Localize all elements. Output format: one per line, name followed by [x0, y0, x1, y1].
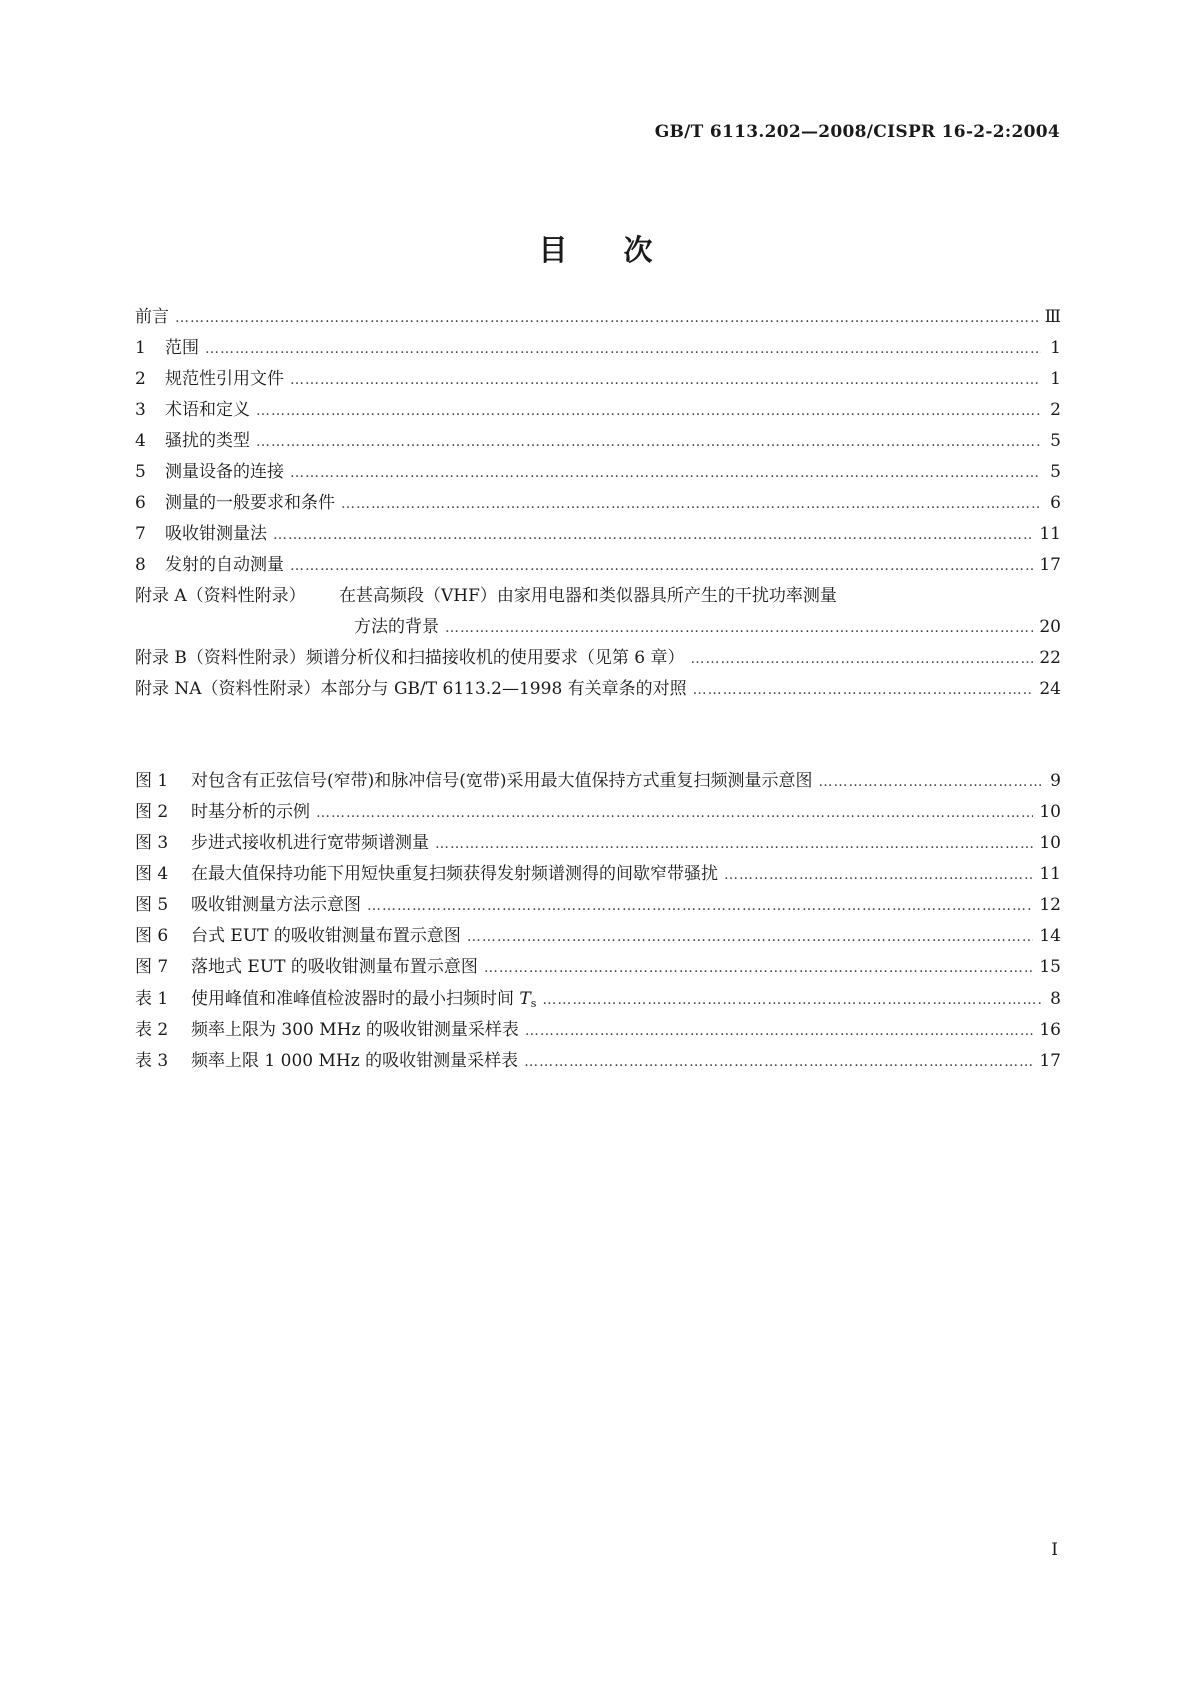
dot-leader — [525, 1016, 1034, 1047]
dot-leader — [724, 860, 1033, 891]
toc-entry-label: 术语和定义 — [165, 400, 250, 420]
toc-entry-appendix-na[interactable] — [135, 674, 1061, 705]
dot-leader — [819, 767, 1041, 798]
toc-entry-page: 5 — [1050, 462, 1061, 482]
toc-entry-label — [191, 984, 536, 1019]
toc-entry-number: 图 7 — [135, 957, 169, 977]
toc-entry-page: 17 — [1039, 1051, 1061, 1071]
page-title — [0, 228, 1191, 269]
toc-entry-label: 骚扰的类型 — [165, 431, 250, 451]
toc-entry-page: 8 — [1050, 989, 1061, 1009]
dot-leader — [693, 675, 1034, 706]
toc-entry-page: 9 — [1050, 771, 1061, 791]
dot-leader — [691, 644, 1034, 675]
toc-tables-list — [135, 984, 1061, 1077]
toc-entry-foreword[interactable] — [135, 302, 1061, 333]
toc-entry-page: 2 — [1050, 400, 1061, 420]
toc-entry-number: 图 4 — [135, 864, 169, 884]
toc-entry-6[interactable] — [135, 488, 1061, 519]
toc-entry-label: 测量设备的连接 — [165, 462, 284, 482]
dot-leader — [290, 365, 1041, 396]
toc-entry-page: 11 — [1039, 864, 1061, 884]
toc-table-1[interactable] — [135, 984, 1061, 1015]
toc-entry-page: 17 — [1039, 555, 1061, 575]
toc-figures-list — [135, 766, 1061, 983]
title-part-1: 目 — [538, 233, 568, 267]
toc-entry-number: 表 2 — [135, 1020, 169, 1040]
toc-entry-page: 6 — [1050, 493, 1061, 513]
toc-entry-page: 10 — [1039, 833, 1061, 853]
toc-figure-6[interactable] — [135, 921, 1061, 952]
toc-entry-page: Ⅲ — [1044, 307, 1061, 327]
toc-entry-2[interactable] — [135, 364, 1061, 395]
dot-leader — [445, 613, 1033, 644]
appendix-prefix: 附录 NA（资料性附录） — [135, 679, 321, 699]
toc-entry-page: 16 — [1039, 1020, 1061, 1040]
toc-entry-label: 对包含有正弦信号(窄带)和脉冲信号(宽带)采用最大值保持方式重复扫频测量示意图 — [191, 771, 813, 791]
toc-entry-number: 图 3 — [135, 833, 169, 853]
toc-figure-7[interactable] — [135, 952, 1061, 983]
dot-leader — [290, 551, 1033, 582]
toc-entry-label: 在最大值保持功能下用短快重复扫频获得发射频谱测得的间歇窄带骚扰 — [191, 864, 718, 884]
dot-leader — [273, 520, 1033, 551]
toc-figure-4[interactable] — [135, 859, 1061, 890]
toc-entry-appendix-a[interactable] — [135, 581, 1061, 612]
toc-entry-number: 5 — [135, 462, 146, 482]
toc-entry-number: 1 — [135, 338, 146, 358]
toc-figure-5[interactable] — [135, 890, 1061, 921]
toc-entry-number: 图 2 — [135, 802, 169, 822]
toc-table-2[interactable] — [135, 1015, 1061, 1046]
toc-entry-7[interactable] — [135, 519, 1061, 550]
dot-leader — [524, 1047, 1033, 1078]
toc-entry-page: 1 — [1050, 338, 1061, 358]
toc-entry-label: 规范性引用文件 — [165, 369, 284, 389]
toc-entry-number: 表 3 — [135, 1051, 169, 1071]
toc-entry-label: 吸收钳测量方法示意图 — [191, 895, 361, 915]
dot-leader — [484, 953, 1033, 984]
standard-code-header: GB/T 6113.202—2008/CISPR 16-2-2:2004 — [654, 122, 1060, 142]
toc-entry-label: 测量的一般要求和条件 — [165, 493, 335, 513]
toc-entry-page: 24 — [1039, 679, 1061, 699]
toc-figure-1[interactable] — [135, 766, 1061, 797]
toc-entry-label: 频率上限 1 000 MHz 的吸收钳测量采样表 — [191, 1051, 519, 1071]
toc-entry-5[interactable] — [135, 457, 1061, 488]
toc-entry-number: 2 — [135, 369, 146, 389]
toc-entry-label: 本部分与 GB/T 6113.2—1998 有关章条的对照 — [320, 679, 687, 699]
sweep-time-subscript: s — [530, 997, 537, 1010]
toc-entry-label: 发射的自动测量 — [165, 555, 284, 575]
toc-entry-label: 频率上限为 300 MHz 的吸收钳测量采样表 — [191, 1020, 519, 1040]
dot-leader — [316, 798, 1033, 829]
toc-entry-label: 在甚高频段（VHF）由家用电器和类似器具所产生的干扰功率测量 — [339, 586, 837, 606]
toc-entry-appendix-b[interactable] — [135, 643, 1061, 674]
toc-entry-number: 7 — [135, 524, 146, 544]
dot-leader — [542, 985, 1041, 1016]
dot-leader — [256, 396, 1041, 427]
dot-leader — [290, 458, 1041, 489]
toc-table-3[interactable] — [135, 1046, 1061, 1077]
toc-entry-number: 图 5 — [135, 895, 169, 915]
toc-entry-label: 前言 — [135, 307, 169, 327]
toc-entry-label: 频谱分析仪和扫描接收机的使用要求（见第 6 章） — [305, 648, 685, 668]
toc-entry-number: 图 6 — [135, 926, 169, 946]
toc-entry-label: 范围 — [165, 338, 199, 358]
toc-entry-number: 表 1 — [135, 989, 169, 1009]
toc-entry-page: 10 — [1039, 802, 1061, 822]
toc-entry-label: 步进式接收机进行宽带频谱测量 — [191, 833, 429, 853]
toc-entry-label: 落地式 EUT 的吸收钳测量布置示意图 — [191, 957, 478, 977]
dot-leader — [341, 489, 1041, 520]
appendix-prefix: 附录 B（资料性附录） — [135, 648, 306, 668]
toc-entry-page: 22 — [1039, 648, 1061, 668]
toc-entry-page: 1 — [1050, 369, 1061, 389]
toc-entry-label: 吸收钳测量法 — [165, 524, 267, 544]
toc-main-list — [135, 302, 1061, 705]
toc-entry-number: 图 1 — [135, 771, 169, 791]
dot-leader — [367, 891, 1033, 922]
toc-entry-8[interactable] — [135, 550, 1061, 581]
toc-entry-4[interactable] — [135, 426, 1061, 457]
toc-entry-label: 时基分析的示例 — [191, 802, 310, 822]
toc-figure-2[interactable] — [135, 797, 1061, 828]
dot-leader — [467, 922, 1033, 953]
toc-entry-number: 8 — [135, 555, 146, 575]
appendix-prefix: 附录 A（资料性附录） — [135, 586, 306, 606]
toc-entry-page: 5 — [1050, 431, 1061, 451]
toc-entry-page: 11 — [1039, 524, 1061, 544]
toc-entry-label: 方法的背景 — [354, 617, 439, 637]
toc-entry-appendix-a-cont[interactable] — [135, 612, 1061, 643]
table-1-text: 使用峰值和准峰值检波器时的最小扫频时间 — [191, 989, 514, 1009]
dot-leader — [435, 829, 1033, 860]
toc-entry-page: 15 — [1039, 957, 1061, 977]
toc-entry-number: 6 — [135, 493, 146, 513]
toc-entry-3[interactable] — [135, 395, 1061, 426]
toc-entry-number: 3 — [135, 400, 146, 420]
dot-leader — [256, 427, 1041, 458]
toc-entry-number: 4 — [135, 431, 146, 451]
toc-entry-page: 20 — [1039, 617, 1061, 637]
title-part-2: 次 — [623, 233, 653, 267]
dot-leader — [205, 334, 1041, 365]
sweep-time-symbol: T — [519, 989, 531, 1009]
dot-leader — [175, 303, 1039, 334]
toc-entry-page: 14 — [1039, 926, 1061, 946]
page-number: I — [1051, 1540, 1058, 1560]
toc-entry-page: 12 — [1039, 895, 1061, 915]
toc-figure-3[interactable] — [135, 828, 1061, 859]
toc-entry-1[interactable] — [135, 333, 1061, 364]
toc-entry-label: 台式 EUT 的吸收钳测量布置示意图 — [191, 926, 461, 946]
